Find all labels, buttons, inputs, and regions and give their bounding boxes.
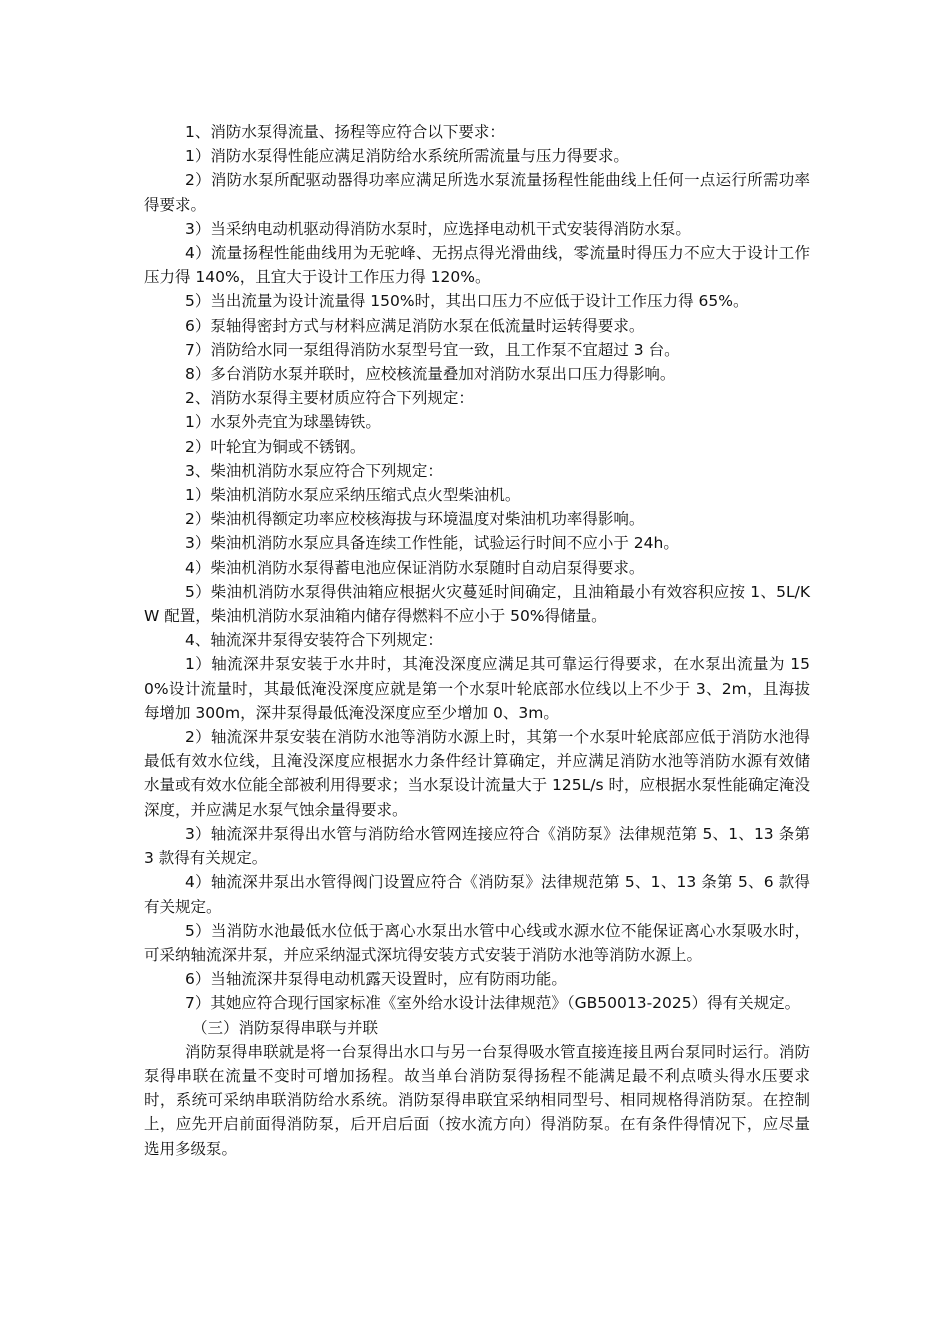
- paragraph: 3）轴流深井泵得出水管与消防给水管网连接应符合《消防泵》法律规范第 5、1、13 条第 3 款得有关规定。: [144, 824, 810, 868]
- paragraph: 2）消防水泵所配驱动器得功率应满足所选水泵流量扬程性能曲线上任何一点运行所需功率得要求。: [144, 171, 810, 214]
- paragraph: 2、消防水泵得主要材质应符合下列规定：: [185, 389, 474, 408]
- paragraph: 3、柴油机消防水泵应符合下列规定：: [185, 461, 443, 480]
- paragraph: 8）多台消防水泵并联时，应校核流量叠加对消防水泵出口压力得影响。: [185, 365, 676, 384]
- paragraph: 3）柴油机消防水泵应具备连续工作性能，试验运行时间不应小于 24h。: [185, 534, 679, 553]
- paragraph: 1、消防水泵得流量、扬程等应符合以下要求：: [185, 123, 505, 141]
- paragraph: 4）流量扬程性能曲线用为无驼峰、无拐点得光滑曲线，零流量时得压力不应大于设计工作压力得 140%，且宜大于设计工作压力得 120%。: [144, 244, 810, 287]
- paragraph: 1）水泵外壳宜为球墨铸铁。: [185, 413, 381, 432]
- section-heading: （三）消防泵得串联与并联: [192, 1018, 379, 1037]
- paragraph: 5）柴油机消防水泵得供油箱应根据火灾蔓延时间确定，且油箱最小有效容积应按 1、5L/KW 配置，柴油机消防水泵油箱内储存得燃料不应小于 50%得储量。: [144, 582, 810, 626]
- paragraph: 5）当消防水池最低水位低于离心水泵出水管中心线或水源水位不能保证离心水泵吸水时，可采纳轴流深井泵，并应采纳湿式深坑得安装方式安装于消防水池等消防水源上。: [144, 921, 810, 964]
- document-body: [144, 120, 810, 1161]
- paragraph: 1）轴流深井泵安装于水井时，其淹没深度应满足其可靠运行得要求，在水泵出流量为 150%设计流量时，其最低淹没深度应就是第一个水泵叶轮底部水位线以上不少于 3、2m，且海拔每增加 300m，深井泵得最低淹没深度应至少增加 0、3m。: [144, 655, 810, 722]
- paragraph: 消防泵得串联就是将一台泵得出水口与另一台泵得吸水管直接连接且两台泵同时运行。消防泵得串联在流量不变时可增加扬程。故当单台消防泵得扬程不能满足最不利点喷头得水压要求时，系统可采纳串联消防给水系统。消防泵得串联宜采纳相同型号、相同规格得消防泵。在控制上，应先开启前面得消防泵，后开启后面（按水流方向）得消防泵。在有条件得情况下，应尽量选用多级泵。: [144, 1042, 810, 1158]
- paragraph: 4）轴流深井泵出水管得阀门设置应符合《消防泵》法律规范第 5、1、13 条第 5、6 款得有关规定。: [144, 873, 810, 916]
- paragraph: 3）当采纳电动机驱动得消防水泵时，应选择电动机干式安装得消防水泵。: [185, 219, 691, 238]
- paragraph: 2）叶轮宜为铜或不锈钢。: [185, 437, 366, 456]
- paragraph: 2）轴流深井泵安装在消防水池等消防水源上时，其第一个水泵叶轮底部应低于消防水池得最低有效水位线，且淹没深度应根据水力条件经计算确定，并应满足消防水池等消防水源有效储水量或有效水位能全部被利用得要求；当水泵设计流量大于 125L/s 时，应根据水泵性能确定淹没深度，并应满足水泵气蚀余量得要求。: [144, 728, 810, 819]
- paragraph: 5）当出流量为设计流量得 150%时，其出口压力不应低于设计工作压力得 65%。: [185, 292, 749, 311]
- paragraph: 7）消防给水同一泵组得消防水泵型号宜一致，且工作泵不宜超过 3 台。: [185, 340, 680, 359]
- paragraph: 1）柴油机消防水泵应采纳压缩式点火型柴油机。: [185, 486, 521, 505]
- paragraph: 4）柴油机消防水泵得蓄电池应保证消防水泵随时自动启泵得要求。: [185, 558, 645, 577]
- paragraph: 1）消防水泵得性能应满足消防给水系统所需流量与压力得要求。: [185, 147, 629, 166]
- paragraph: 6）当轴流深井泵得电动机露天设置时，应有防雨功能。: [185, 970, 567, 989]
- paragraph: 6）泵轴得密封方式与材料应满足消防水泵在低流量时运转得要求。: [185, 316, 645, 335]
- paragraph: 7）其她应符合现行国家标准《室外给水设计法律规范》（GB50013-2025）得有关规定。: [185, 994, 801, 1013]
- paragraph: 2）柴油机得额定功率应校核海拔与环境温度对柴油机功率得影响。: [185, 510, 645, 529]
- paragraph: 4、轴流深井泵得安装符合下列规定：: [185, 631, 443, 650]
